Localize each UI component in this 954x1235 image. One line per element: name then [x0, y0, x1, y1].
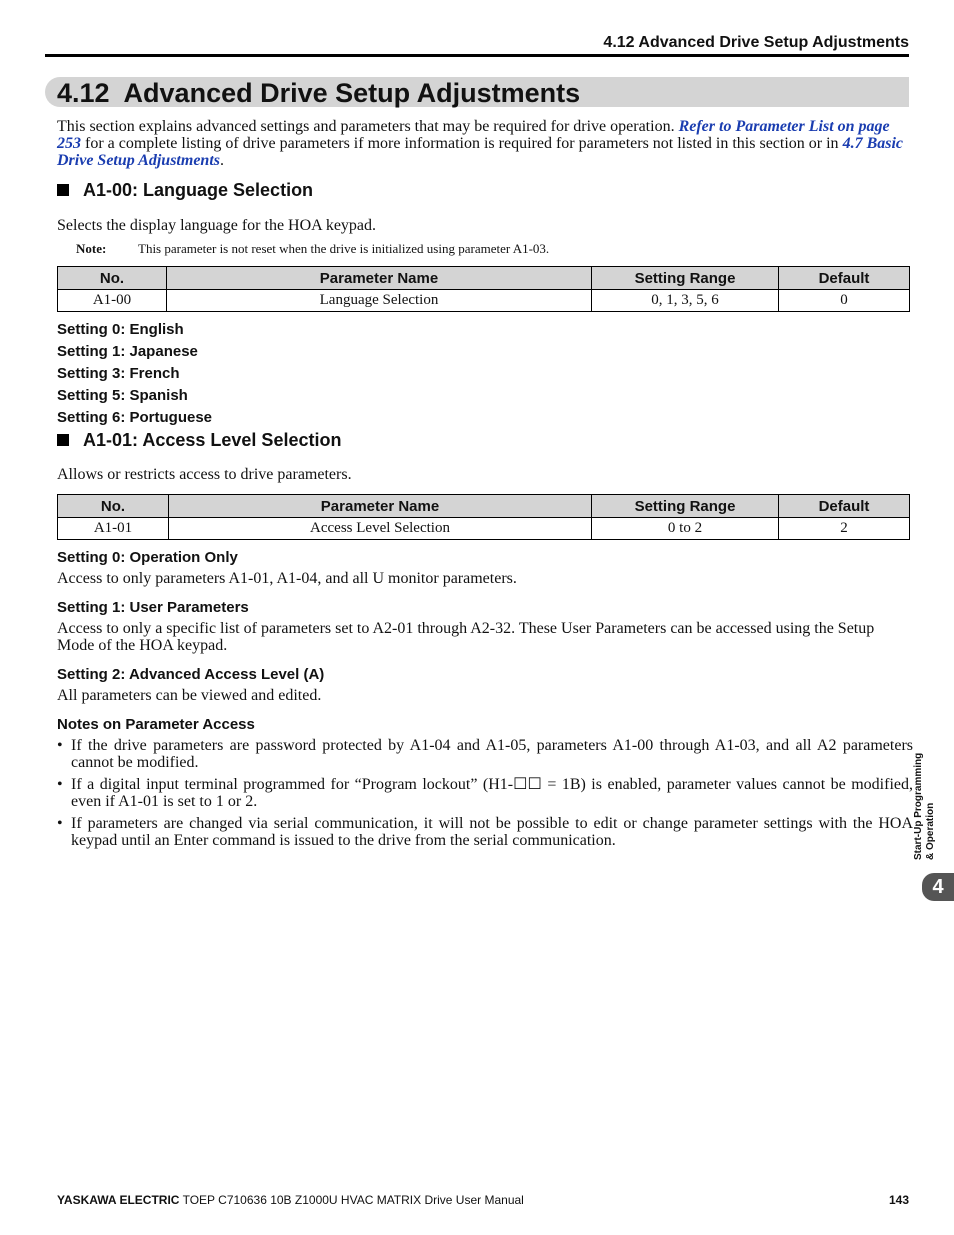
setting-portuguese: Setting 6: Portuguese	[57, 409, 213, 426]
note-item-text: If a digital input terminal programmed for “Program lockout” (H1-☐☐ = 1B) is enabled, parameter values cannot be modified, even if A1-01 is set to 1 or 2.	[71, 776, 913, 810]
setting-spanish: Setting 5: Spanish	[57, 387, 188, 404]
square-bullet-icon	[57, 434, 69, 446]
side-tab-line-2: & Operation	[925, 802, 936, 860]
list-item	[57, 776, 913, 810]
footer-doc-info	[57, 1193, 524, 1207]
heading-a1-00	[57, 180, 313, 201]
note-item-text: If the drive parameters are password protected by A1-04 and A1-05, parameters A1-00 through A1-03, and all A2 parameters cannot be modified.	[71, 737, 913, 771]
setting-2-title: Setting 2: Advanced Access Level (A)	[57, 666, 325, 683]
col-setting-range: Setting Range	[592, 267, 779, 290]
setting-0-title: Setting 0: Operation Only	[57, 549, 238, 566]
note-item-text: If parameters are changed via serial communication, it will not be possible to edit or change parameter settings with the HOA keypad until an Enter command is issued to the drive from the serial communication.	[71, 815, 913, 849]
cell-setting-range: 0 to 2	[592, 518, 779, 540]
side-tab-label	[913, 735, 945, 860]
intro-paragraph	[57, 118, 910, 169]
cell-default: 2	[779, 518, 910, 540]
setting-0-text: Access to only parameters A1-01, A1-04, and all U monitor parameters.	[57, 570, 517, 587]
setting-english: Setting 0: English	[57, 321, 184, 338]
heading-a1-01	[57, 430, 341, 451]
bullet-icon: •	[57, 737, 63, 754]
setting-2-text: All parameters can be viewed and edited.	[57, 687, 322, 704]
square-bullet-icon	[57, 184, 69, 196]
table-header-row	[58, 495, 910, 518]
a1-00-description: Selects the display language for the HOA keypad.	[57, 217, 377, 234]
heading-a1-01-text: A1-01: Access Level Selection	[83, 430, 342, 450]
cell-parameter-name: Access Level Selection	[169, 518, 592, 540]
setting-1-text: Access to only a specific list of parameters set to A2-01 through A2-32. These User Parameters can be accessed using the Setup Mode of the HOA keypad.	[57, 620, 875, 654]
col-setting-range: Setting Range	[592, 495, 779, 518]
col-no: No.	[58, 495, 169, 518]
chapter-tab[interactable]: 4	[922, 873, 954, 901]
list-item	[57, 737, 913, 771]
intro-text-2: for a complete listing of drive parameters if more information is required for parameters not listed in this section or in	[81, 135, 843, 152]
link-basic-setup[interactable]: 4.7 Basic Drive Setup Adjustments	[57, 135, 904, 169]
setting-1-title: Setting 1: User Parameters	[57, 599, 249, 616]
note-text: This parameter is not reset when the drive is initialized using parameter A1-03.	[138, 241, 550, 256]
col-default: Default	[779, 495, 910, 518]
running-header: 4.12 Advanced Drive Setup Adjustments	[603, 34, 909, 51]
cell-setting-range: 0, 1, 3, 5, 6	[592, 290, 779, 312]
a1-00-note	[76, 241, 549, 257]
col-parameter-name: Parameter Name	[169, 495, 592, 518]
col-default: Default	[779, 267, 910, 290]
table-row	[58, 518, 910, 540]
footer-brand: YASKAWA ELECTRIC	[57, 1193, 180, 1207]
table-row	[58, 290, 910, 312]
bullet-icon: •	[57, 776, 63, 793]
cell-parameter-name: Language Selection	[167, 290, 592, 312]
cell-no: A1-01	[58, 518, 169, 540]
a1-00-table	[57, 266, 910, 312]
cell-no: A1-00	[58, 290, 167, 312]
setting-french: Setting 3: French	[57, 365, 180, 382]
heading-a1-00-text: A1-00: Language Selection	[83, 180, 314, 200]
footer-doc: TOEP C710636 10B Z1000U HVAC MATRIX Drive User Manual	[179, 1193, 524, 1207]
note-label: Note:	[76, 241, 107, 256]
notes-title: Notes on Parameter Access	[57, 716, 255, 733]
a1-01-description: Allows or restricts access to drive parameters.	[57, 466, 352, 483]
bullet-icon: •	[57, 815, 63, 832]
cell-default: 0	[779, 290, 910, 312]
col-parameter-name: Parameter Name	[167, 267, 592, 290]
link-parameter-list[interactable]: Refer to Parameter List on page 253	[57, 118, 890, 152]
list-item	[57, 815, 913, 849]
intro-text-3: .	[219, 152, 224, 169]
table-header-row	[58, 267, 910, 290]
header-rule	[45, 54, 909, 57]
intro-text-1: This section explains advanced settings and parameters that may be required for drive operation.	[57, 118, 679, 135]
page-number: 143	[888, 1193, 909, 1207]
side-tab-line-1: Start-Up Programming	[913, 752, 924, 860]
col-no: No.	[58, 267, 167, 290]
setting-japanese: Setting 1: Japanese	[57, 343, 198, 360]
section-title: 4.12 Advanced Drive Setup Adjustments	[57, 78, 581, 108]
a1-01-table	[57, 494, 910, 540]
notes-list	[57, 737, 913, 854]
